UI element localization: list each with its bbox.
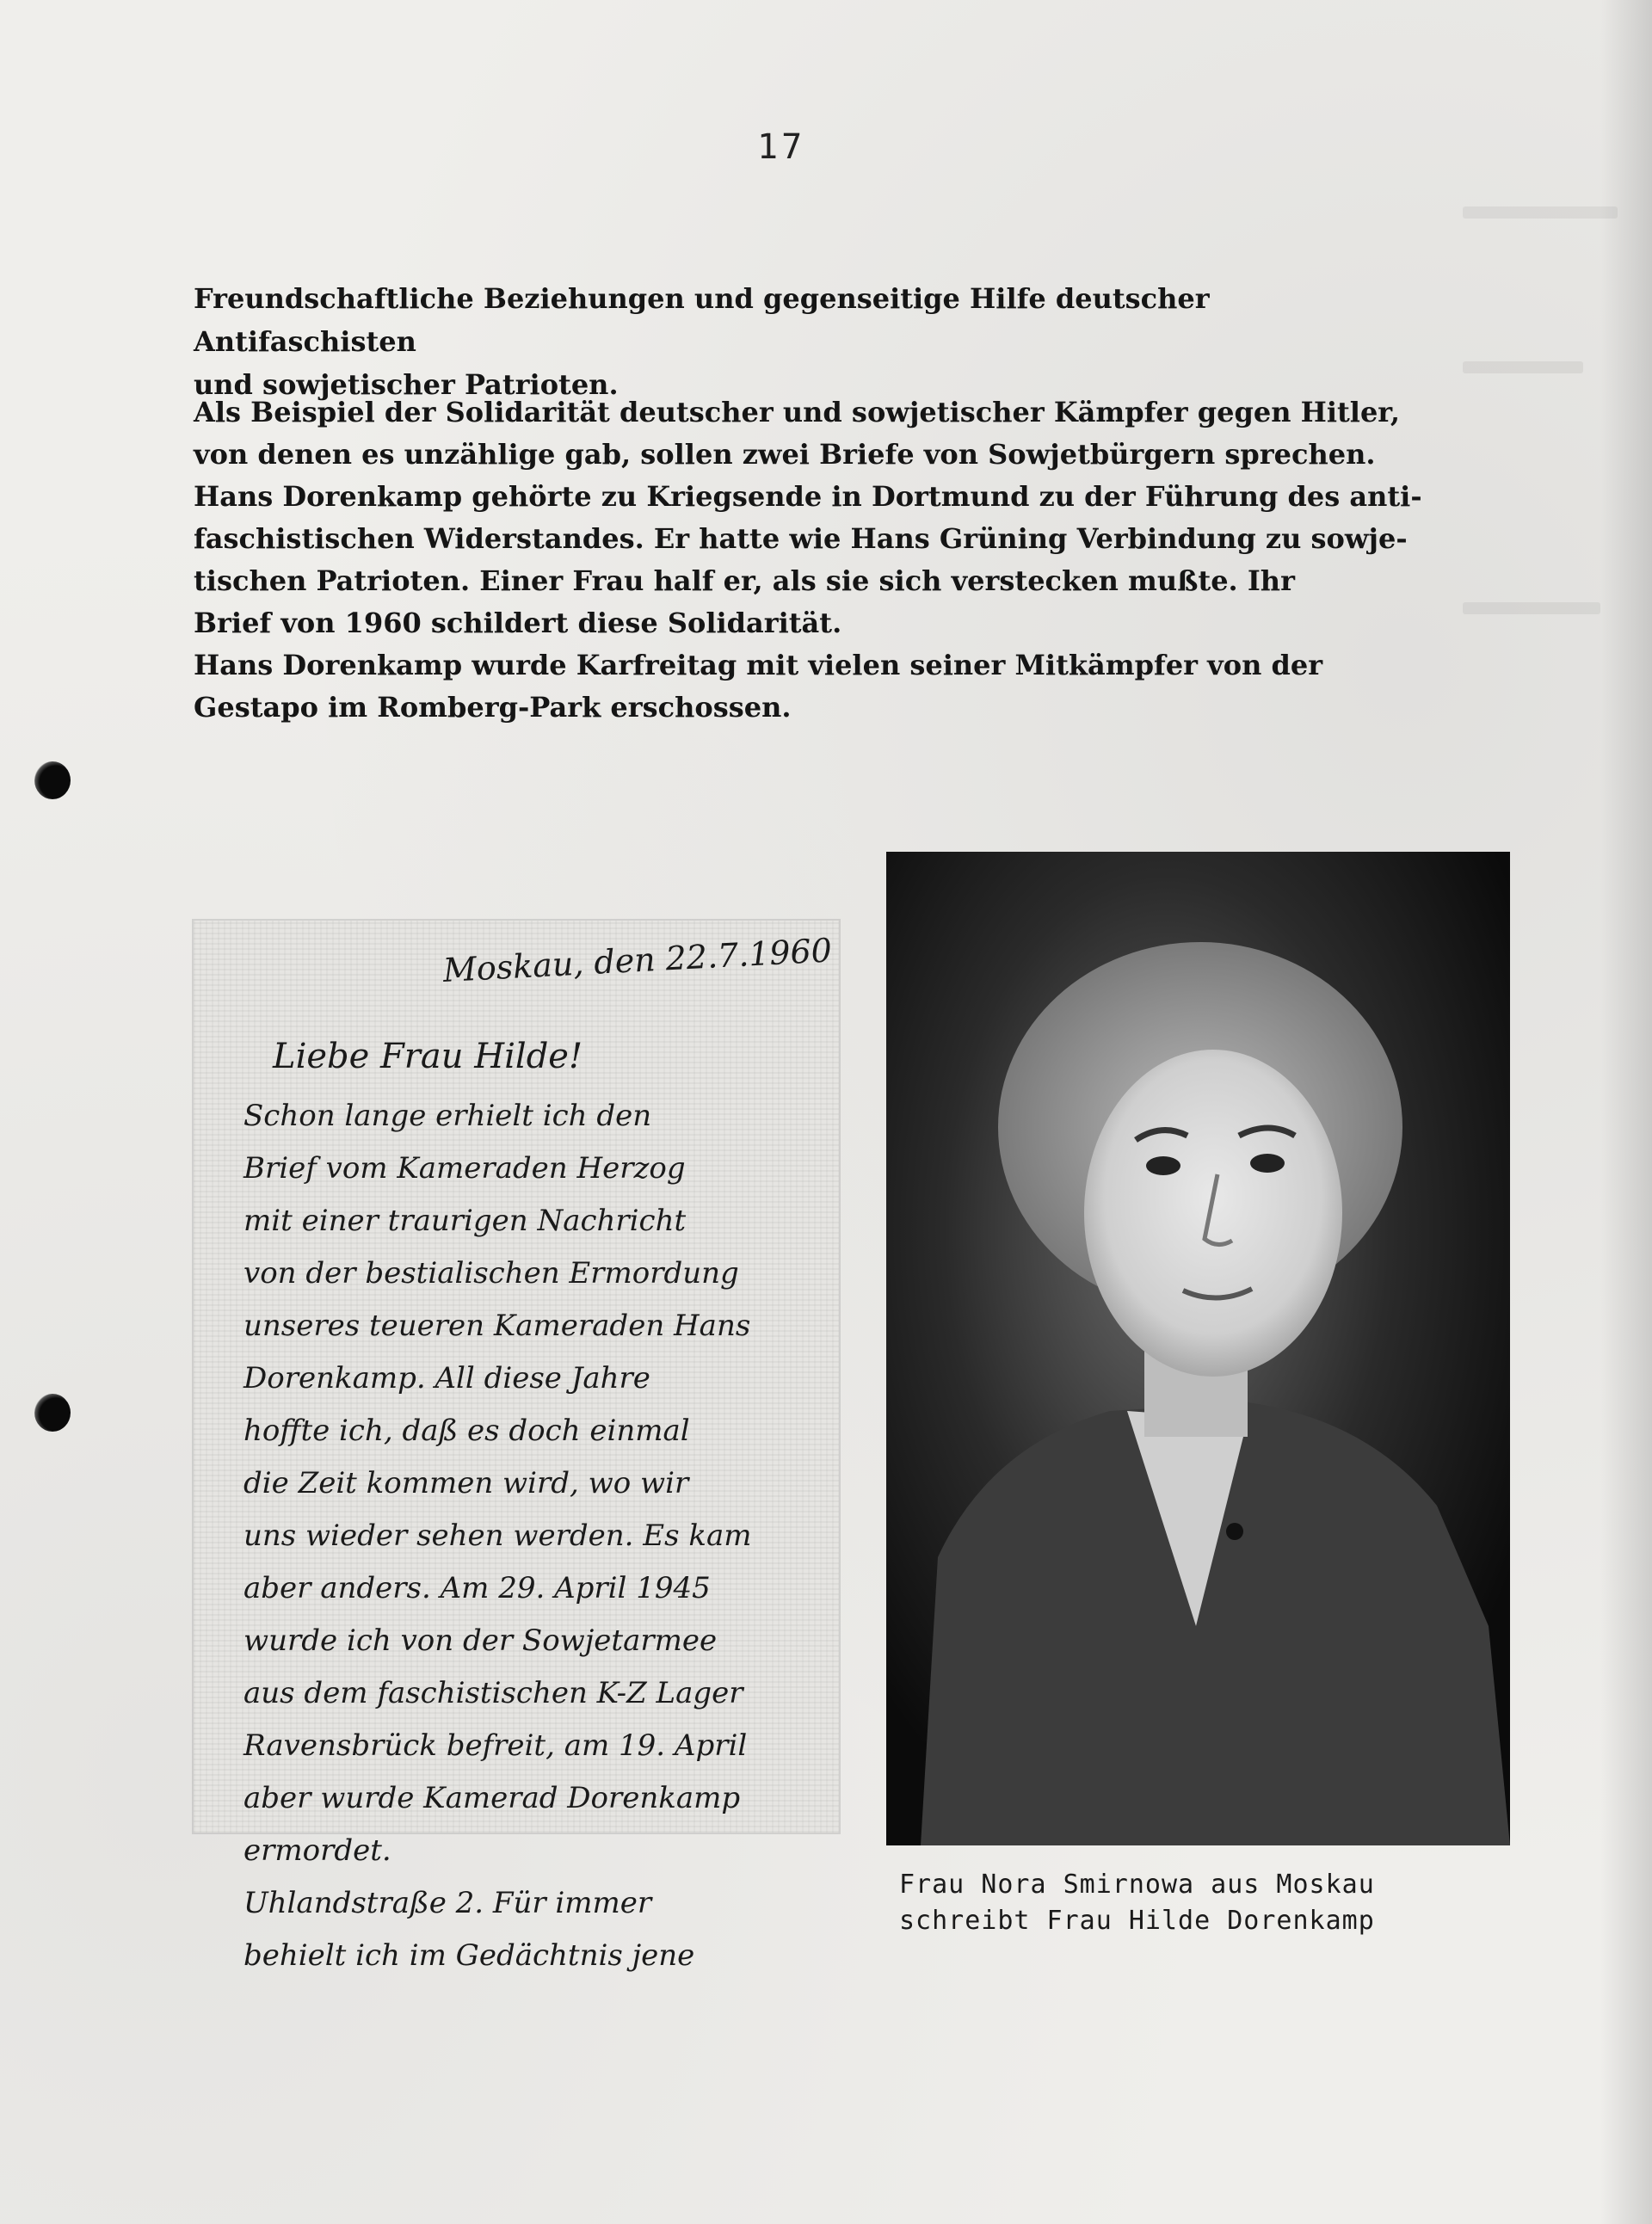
letter-line: aber anders. Am 29. April 1945 (243, 1571, 711, 1605)
letter-line: ermordet. (243, 1833, 391, 1868)
caption-line: schreibt Frau Hilde Dorenkamp (899, 1906, 1375, 1936)
letter-line: die Zeit kommen wird, wo wir (243, 1466, 689, 1500)
bleed-through-mark (1463, 206, 1618, 219)
face-shape (1084, 1050, 1342, 1377)
letter-line: Brief vom Kameraden Herzog (243, 1151, 686, 1186)
letter-body (243, 1031, 829, 1982)
caption-line: Frau Nora Smirnowa aus Moskau (899, 1870, 1375, 1900)
letter-greeting: Liebe Frau Hilde! (273, 1037, 583, 1076)
body-line: faschistischen Widerstandes. Er hatte wie Hans Grüning Verbindung zu sowje- (194, 522, 1408, 555)
coat-button (1226, 1523, 1243, 1540)
letter-line: Uhlandstraße 2. Für immer (243, 1886, 652, 1920)
body-line: Hans Dorenkamp gehörte zu Kriegsende in Dortmund zu der Führung des anti- (194, 480, 1422, 513)
letter-line: aus dem faschistischen K-Z Lager (243, 1676, 743, 1710)
letter-line: mit einer traurigen Nachricht (243, 1204, 687, 1238)
letter-line: uns wieder sehen werden. Es kam (243, 1519, 752, 1553)
punch-hole (34, 1394, 71, 1432)
bleed-through-mark (1463, 361, 1583, 373)
body-line: Hans Dorenkamp wurde Karfreitag mit vielen seiner Mitkämpfer von der (194, 649, 1323, 681)
scan-edge-shadow (1600, 0, 1652, 2224)
letter-line: unseres teueren Kameraden Hans (243, 1309, 751, 1343)
body-line: von denen es unzählige gab, sollen zwei Briefe von Sowjetbürgern sprechen. (194, 438, 1376, 471)
body-line: Brief von 1960 schildert diese Solidarität. (194, 607, 842, 639)
letter-line: Schon lange erhielt ich den (243, 1099, 652, 1133)
portrait-illustration (886, 852, 1510, 1845)
letter-line: Ravensbrück befreit, am 19. April (243, 1728, 748, 1763)
left-eye (1146, 1156, 1180, 1175)
body-line: Gestapo im Romberg-Park erschossen. (194, 691, 792, 724)
body-line: tischen Patrioten. Einer Frau half er, als sie sich verstecken mußte. Ihr (194, 564, 1295, 597)
heading-line: Freundschaftliche Beziehungen und gegenseitige Hilfe deutscher Antifaschisten (194, 282, 1210, 358)
body-paragraph (194, 391, 1422, 729)
handwritten-letter (194, 921, 839, 1973)
letter-date: Moskau, den 22.7.1960 (441, 931, 833, 989)
letter-line: aber wurde Kamerad Dorenkamp (243, 1781, 741, 1815)
portrait-photo (886, 852, 1510, 1845)
punch-hole (34, 761, 71, 799)
letter-line: hoffte ich, daß es doch einmal (243, 1414, 690, 1448)
letter-line: behielt ich im Gedächtnis jene (243, 1938, 695, 1973)
photo-caption (899, 1867, 1501, 1939)
section-heading (194, 277, 1398, 406)
page-number: 17 (757, 127, 806, 167)
letter-line: wurde ich von der Sowjetarmee (243, 1623, 718, 1658)
letter-line: von der bestialischen Ermordung (243, 1256, 739, 1291)
body-line: Als Beispiel der Solidarität deutscher und sowjetischer Kämpfer gegen Hitler, (194, 396, 1400, 428)
letter-line: Dorenkamp. All diese Jahre (243, 1361, 650, 1395)
bleed-through-mark (1463, 602, 1600, 614)
heading-line: und sowjetischer Patrioten. (194, 368, 619, 401)
right-eye (1250, 1154, 1285, 1173)
